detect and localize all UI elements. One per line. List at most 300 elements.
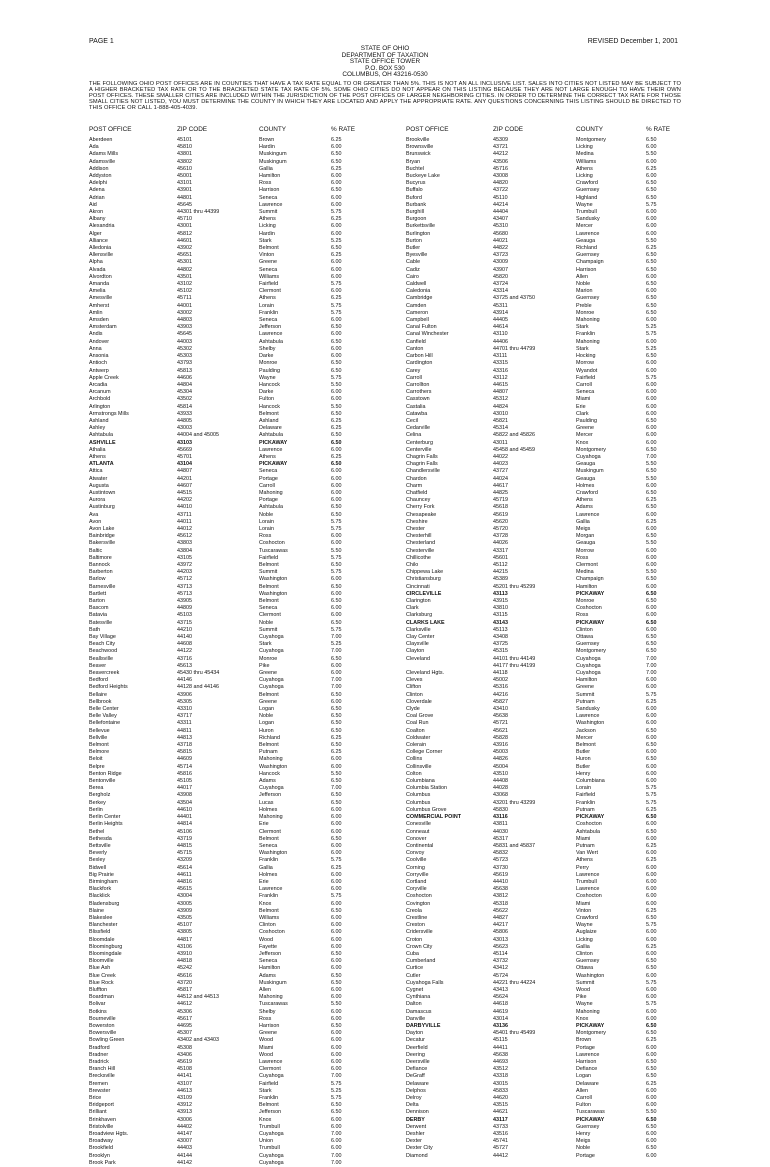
- rate-cell: 6.00: [331, 540, 342, 547]
- column-header-county: COUNTY: [576, 126, 603, 133]
- post-office-cell: Damascus: [406, 1008, 432, 1015]
- rate-cell: 6.50: [646, 309, 657, 316]
- rate-cell: 5.75: [646, 799, 657, 806]
- zip-code-cell: 45828: [493, 734, 508, 741]
- rate-cell: 6.50: [646, 641, 657, 648]
- post-office-cell: Celina: [406, 432, 422, 439]
- rate-cell: 6.00: [646, 1044, 657, 1051]
- county-cell: Franklin: [259, 893, 279, 900]
- zip-code-cell: 45619: [493, 511, 508, 518]
- post-office-cell: Butler: [406, 245, 421, 252]
- zip-code-cell: 45101: [177, 137, 192, 143]
- zip-code-cell: 43111: [493, 353, 508, 360]
- county-cell: Muskingum: [259, 158, 287, 165]
- zip-code-cell: 43001: [177, 223, 192, 230]
- rate-cell: 5.25: [331, 1087, 342, 1094]
- post-office-cell: Chesterland: [406, 540, 436, 547]
- post-office-cell: Andis: [89, 331, 103, 338]
- zip-code-cell: 44216: [493, 691, 508, 698]
- zip-code-cell: 45110: [493, 194, 508, 201]
- zip-code-cell: 43901: [177, 187, 192, 194]
- zip-code-cell: 44403: [177, 1145, 192, 1152]
- county-cell: Mahoning: [576, 338, 600, 345]
- rate-cell: 6.00: [331, 886, 342, 893]
- zip-code-cell: 44820: [493, 180, 508, 187]
- zip-code-cell: 45612: [177, 533, 192, 540]
- county-cell: Hamilton: [259, 965, 281, 972]
- zip-code-cell: 43711: [177, 511, 192, 518]
- rate-cell: 6.25: [646, 857, 657, 864]
- post-office-cell: Avon: [89, 518, 102, 525]
- zip-code-cell: 43804: [177, 547, 192, 554]
- county-cell: Holmes: [576, 482, 595, 489]
- post-office-cell: Bellville: [89, 734, 108, 741]
- zip-code-cell: 45458 and 45459: [493, 446, 535, 453]
- post-office-cell: Carbon Hill: [406, 353, 433, 360]
- zip-code-cell: 45624: [493, 994, 508, 1001]
- address-line: P.O. BOX 530: [365, 64, 405, 72]
- county-cell: Monroe: [576, 309, 595, 316]
- post-office-cell: Brunswick: [406, 151, 431, 158]
- post-office-cell: Chagrin Falls: [406, 453, 438, 460]
- rate-cell: 6.00: [646, 360, 657, 367]
- rate-cell: 7.00: [646, 662, 657, 669]
- post-office-cell: Berkey: [89, 799, 106, 806]
- rate-cell: 6.50: [646, 489, 657, 496]
- zip-code-cell: 44825: [493, 489, 508, 496]
- rate-cell: 6.00: [331, 497, 342, 504]
- county-cell: Erie: [576, 403, 586, 410]
- county-cell: Washington: [259, 763, 288, 770]
- county-cell: Hocking: [576, 353, 596, 360]
- county-cell: Cuyahoga: [259, 648, 284, 655]
- post-office-cell: Burbank: [406, 201, 427, 208]
- zip-code-cell: 44701 thru 44799: [493, 345, 536, 352]
- county-cell: Hancock: [259, 403, 280, 410]
- rate-cell: 5.50: [331, 547, 342, 554]
- zip-code-cell: 44620: [493, 1095, 508, 1102]
- rate-cell: 6.00: [646, 511, 657, 518]
- county-cell: Monroe: [259, 360, 278, 367]
- rate-cell: 6.00: [646, 396, 657, 403]
- post-office-cell: Dexter City: [406, 1145, 433, 1152]
- zip-code-cell: 45615: [177, 886, 192, 893]
- post-office-cell: Chauncey: [406, 497, 431, 504]
- rate-cell: 6.50: [646, 187, 657, 194]
- rate-cell: 6.00: [331, 482, 342, 489]
- rate-cell: 6.50: [646, 353, 657, 360]
- zip-code-cell: 43109: [177, 1095, 192, 1102]
- county-cell: Darke: [259, 389, 274, 396]
- county-cell: Athens: [576, 497, 593, 504]
- post-office-cell: Casstown: [406, 396, 430, 403]
- rate-cell: 6.25: [331, 749, 342, 756]
- post-office-cell: Burkettsville: [406, 223, 436, 230]
- rate-cell: 5.50: [646, 461, 657, 468]
- county-cell: Cuyahoga: [259, 1159, 284, 1166]
- post-office-cell: Bettsville: [89, 842, 111, 849]
- rate-cell: 7.00: [331, 1159, 342, 1166]
- county-cell: Brown: [259, 137, 275, 143]
- county-cell: Greene: [259, 1030, 277, 1037]
- post-office-cell: Columbiana: [406, 778, 435, 785]
- county-cell: Athens: [576, 165, 593, 172]
- post-office-cell: Bethesda: [89, 835, 112, 842]
- post-office-cell: Berlin Center: [89, 814, 121, 821]
- rate-cell: 6.00: [646, 158, 657, 165]
- zip-code-cell: 44141: [177, 1073, 192, 1080]
- rate-cell: 6.25: [331, 417, 342, 424]
- county-cell: Putnam: [259, 749, 278, 756]
- rate-cell: 6.50: [646, 417, 657, 424]
- zip-code-cell: 44613: [177, 1087, 192, 1094]
- zip-code-cell: 43811: [493, 821, 508, 828]
- rate-cell: 6.00: [331, 201, 342, 208]
- rate-cell: 6.00: [646, 713, 657, 720]
- zip-code-cell: 45102: [177, 288, 192, 295]
- zip-code-cell: 43805: [177, 929, 192, 936]
- county-cell: Medina: [576, 569, 594, 576]
- rate-cell: 6.00: [331, 1044, 342, 1051]
- zip-code-cell: 43732: [493, 958, 508, 965]
- rate-cell: 6.25: [331, 425, 342, 432]
- rate-cell: 6.00: [331, 223, 342, 230]
- zip-code-cell: 45115: [493, 1037, 508, 1044]
- rate-cell: 6.50: [646, 302, 657, 309]
- post-office-cell: Arcanum: [89, 389, 111, 396]
- post-office-cell: Coshocton: [406, 893, 432, 900]
- rate-cell: 6.00: [646, 439, 657, 446]
- zip-code-cell: 45304: [177, 389, 192, 396]
- county-cell: Paulding: [576, 417, 597, 424]
- county-cell: PICKAWAY: [576, 590, 605, 597]
- rate-cell: 6.50: [646, 634, 657, 641]
- county-cell: Crawford: [576, 489, 598, 496]
- county-cell: Summit: [576, 691, 595, 698]
- rate-cell: 6.25: [331, 453, 342, 460]
- zip-code-cell: 44221 thru 44224: [493, 979, 536, 986]
- post-office-cell: Columbus Grove: [406, 806, 447, 813]
- rate-cell: 6.00: [646, 821, 657, 828]
- rate-cell: 6.00: [646, 432, 657, 439]
- county-cell: Hamilton: [576, 677, 598, 684]
- rate-cell: 6.25: [331, 295, 342, 302]
- rate-cell: 5.50: [646, 1109, 657, 1116]
- rate-cell: 6.00: [331, 288, 342, 295]
- county-cell: Cuyahoga: [576, 453, 601, 460]
- county-cell: Harrison: [576, 266, 597, 273]
- post-office-cell: Beavercreek: [89, 670, 120, 677]
- rate-cell: 6.25: [646, 245, 657, 252]
- rate-cell: 6.00: [646, 1008, 657, 1015]
- county-cell: Licking: [259, 223, 276, 230]
- rate-cell: 6.50: [646, 1022, 657, 1029]
- post-office-cell: Brookville: [406, 137, 430, 143]
- post-office-cell: Delaware: [406, 1080, 429, 1087]
- post-office-cell: Chillicothe: [406, 554, 431, 561]
- county-cell: Belmont: [259, 561, 279, 568]
- rate-cell: 6.50: [646, 1066, 657, 1073]
- rate-cell: 6.00: [331, 446, 342, 453]
- county-cell: Tuscarawas: [576, 1109, 605, 1116]
- county-cell: Belmont: [259, 1102, 279, 1109]
- county-cell: Hamilton: [576, 583, 598, 590]
- post-office-cell: Clayton: [406, 648, 425, 655]
- zip-code-cell: 43143: [493, 619, 508, 626]
- county-cell: Butler: [576, 749, 591, 756]
- zip-code-cell: 43725: [493, 641, 508, 648]
- county-cell: Miami: [576, 900, 591, 907]
- post-office-cell: Bexley: [89, 857, 106, 864]
- county-cell: Geauga: [576, 461, 596, 468]
- county-cell: Seneca: [259, 958, 278, 965]
- post-office-cell: Brilliant: [89, 1109, 107, 1116]
- post-office-cell: COMMERCIAL POINT: [406, 814, 462, 821]
- county-cell: Allen: [576, 273, 588, 280]
- county-cell: Holmes: [259, 806, 278, 813]
- post-office-cell: Attica: [89, 468, 103, 475]
- post-office-cell: Apple Creek: [89, 374, 119, 381]
- county-cell: Ottawa: [576, 634, 594, 641]
- zip-code-cell: 44140: [177, 634, 192, 641]
- zip-code-cell: 43902: [177, 245, 192, 252]
- post-office-cell: Cherry Fork: [406, 504, 435, 511]
- post-office-cell: Carrollton: [406, 381, 430, 388]
- post-office-cell: Bradrick: [89, 1059, 109, 1065]
- post-office-cell: Athens: [89, 453, 106, 460]
- zip-code-cell: 45619: [493, 871, 508, 878]
- county-cell: Licking: [576, 173, 593, 180]
- post-office-cell: Baltic: [89, 547, 103, 554]
- zip-code-cell: 45714: [177, 763, 192, 770]
- zip-code-cell: 45601: [493, 554, 508, 561]
- county-cell: Cuyahoga: [259, 1152, 284, 1159]
- rate-cell: 6.50: [331, 706, 342, 713]
- county-cell: Seneca: [259, 605, 278, 612]
- post-office-cell: Bellaire: [89, 691, 107, 698]
- county-cell: Franklin: [576, 799, 596, 806]
- post-office-cell: Broadway: [89, 1138, 113, 1145]
- column-header-post-office: POST OFFICE: [89, 126, 132, 133]
- rate-cell: 7.00: [646, 453, 657, 460]
- county-cell: Holmes: [259, 871, 278, 878]
- rate-cell: 5.25: [331, 237, 342, 244]
- post-office-cell: Clay Center: [406, 634, 435, 641]
- zip-code-cell: 43506: [493, 158, 508, 165]
- zip-code-cell: 45645: [177, 331, 192, 338]
- county-cell: Putnam: [576, 806, 595, 813]
- county-cell: Trumbull: [259, 1145, 280, 1152]
- rate-cell: 6.50: [646, 180, 657, 187]
- county-cell: Wayne: [576, 922, 593, 929]
- zip-code-cell: 44615: [493, 381, 508, 388]
- county-cell: Lawrence: [576, 230, 600, 237]
- post-office-cell: Bartlett: [89, 590, 107, 597]
- rate-cell: 6.00: [331, 533, 342, 540]
- zip-code-cell: 44601: [177, 237, 192, 244]
- rate-cell: 6.50: [646, 281, 657, 288]
- post-office-cell: Akron: [89, 209, 104, 216]
- post-office-cell: Amlin: [89, 309, 103, 316]
- rate-cell: 6.50: [331, 461, 342, 468]
- zip-code-cell: 43914: [493, 309, 508, 316]
- post-office-cell: Beachwood: [89, 648, 118, 655]
- left-post-office-column: [89, 137, 129, 1167]
- county-cell: Wood: [576, 986, 590, 993]
- zip-code-cell: 44809: [177, 605, 192, 612]
- post-office-cell: Coryville: [406, 886, 427, 893]
- county-cell: Fairfield: [576, 374, 596, 381]
- rate-cell: 6.00: [331, 763, 342, 770]
- post-office-cell: Brownsville: [406, 144, 434, 151]
- rate-cell: 6.50: [331, 1109, 342, 1116]
- zip-code-cell: 43005: [177, 900, 192, 907]
- zip-code-cell: 43408: [493, 634, 508, 641]
- post-office-cell: Delta: [406, 1102, 419, 1109]
- zip-code-cell: 44128 and 44146: [177, 684, 219, 691]
- county-cell: Noble: [576, 281, 591, 288]
- rate-cell: 6.00: [331, 922, 342, 929]
- zip-code-cell: 45812: [177, 230, 192, 237]
- post-office-cell: Clark: [406, 605, 419, 612]
- rate-cell: 6.00: [646, 482, 657, 489]
- post-office-cell: Beaver: [89, 662, 107, 669]
- county-cell: Huron: [576, 756, 591, 763]
- zip-code-cell: 43011: [493, 439, 508, 446]
- zip-code-cell: 44817: [177, 936, 192, 943]
- rate-cell: 5.75: [331, 302, 342, 309]
- zip-code-cell: 44408: [493, 778, 508, 785]
- post-office-cell: Cumberland: [406, 958, 436, 965]
- post-office-cell: Belmont: [89, 742, 109, 749]
- rate-cell: 6.00: [331, 194, 342, 201]
- post-office-cell: Broadview Hgts.: [89, 1131, 129, 1138]
- rate-cell: 6.00: [646, 1095, 657, 1102]
- county-cell: Delaware: [576, 1080, 599, 1087]
- post-office-cell: Addison: [89, 165, 109, 172]
- zip-code-cell: 43314: [493, 288, 508, 295]
- post-office-cell: Bannock: [89, 561, 110, 568]
- post-office-cell: Adelphi: [89, 180, 107, 187]
- zip-code-cell: 43972: [177, 561, 192, 568]
- zip-code-cell: 44410: [493, 878, 508, 885]
- zip-code-cell: 45105: [177, 778, 192, 785]
- zip-code-cell: 44824: [493, 403, 508, 410]
- post-office-cell: Blanchester: [89, 922, 118, 929]
- post-office-cell: Columbus: [406, 792, 431, 799]
- rate-cell: 6.25: [331, 165, 342, 172]
- zip-code-cell: 43906: [177, 691, 192, 698]
- post-office-cell: Conover: [406, 835, 427, 842]
- zip-code-cell: 43106: [177, 943, 192, 950]
- zip-code-cell: 45001: [177, 173, 192, 180]
- zip-code-cell: 43730: [493, 864, 508, 871]
- post-office-cell: Chesterhill: [406, 533, 432, 540]
- post-office-cell: Canal Fulton: [406, 324, 437, 331]
- zip-code-cell: 43724: [493, 281, 508, 288]
- rate-cell: 6.00: [646, 381, 657, 388]
- county-cell: Gallia: [259, 165, 273, 172]
- post-office-cell: Dalton: [406, 1001, 422, 1008]
- county-cell: Lawrence: [259, 446, 283, 453]
- post-office-cell: Aid: [89, 201, 97, 208]
- zip-code-cell: 44012: [177, 525, 192, 532]
- county-cell: Adams: [576, 504, 593, 511]
- rate-cell: 6.00: [646, 1138, 657, 1145]
- rate-cell: 6.50: [646, 252, 657, 259]
- zip-code-cell: 44610: [177, 806, 192, 813]
- zip-code-cell: 45303: [177, 353, 192, 360]
- post-office-cell: Chilo: [406, 561, 419, 568]
- county-cell: Perry: [576, 864, 589, 871]
- post-office-cell: Bloomville: [89, 958, 114, 965]
- post-office-cell: Cheshire: [406, 518, 428, 525]
- rate-cell: 6.00: [646, 389, 657, 396]
- rate-cell: 6.00: [646, 835, 657, 842]
- rate-cell: 6.00: [331, 828, 342, 835]
- post-office-cell: Brecksville: [89, 1073, 115, 1080]
- rate-cell: 5.50: [646, 151, 657, 158]
- county-cell: Belmont: [259, 410, 279, 417]
- post-office-cell: Cincinnati: [406, 583, 430, 590]
- county-cell: Clermont: [576, 561, 598, 568]
- rate-cell: 6.50: [646, 1059, 657, 1065]
- post-office-cell: Atwater: [89, 475, 108, 482]
- zip-code-cell: 43014: [493, 1015, 508, 1022]
- post-office-cell: Adena: [89, 187, 105, 194]
- zip-code-cell: 44406: [493, 338, 508, 345]
- county-cell: Paulding: [259, 367, 280, 374]
- rate-cell: 6.00: [646, 886, 657, 893]
- zip-code-cell: 43407: [493, 216, 508, 223]
- post-office-cell: Blacklick: [89, 893, 110, 900]
- post-office-cell: Chesapeake: [406, 511, 437, 518]
- zip-code-cell: 45832: [493, 850, 508, 857]
- post-office-cell: Collinsville: [406, 763, 432, 770]
- county-cell: Muskingum: [576, 468, 604, 475]
- rate-cell: 6.00: [331, 965, 342, 972]
- rate-cell: 6.00: [646, 583, 657, 590]
- county-cell: Putnam: [576, 698, 595, 705]
- zip-code-cell: 45719: [493, 497, 508, 504]
- county-cell: Jefferson: [259, 1109, 282, 1116]
- rate-cell: 6.00: [331, 698, 342, 705]
- zip-code-cell: 44021: [493, 237, 508, 244]
- zip-code-cell: 44017: [177, 785, 192, 792]
- zip-code-cell: 44805: [177, 417, 192, 424]
- rate-cell: 6.00: [646, 986, 657, 993]
- zip-code-cell: 44412: [493, 1152, 508, 1159]
- rate-cell: 6.50: [331, 324, 342, 331]
- rate-cell: 6.50: [646, 1073, 657, 1080]
- zip-code-cell: 43720: [177, 979, 192, 986]
- post-office-cell: Convoy: [406, 850, 425, 857]
- county-cell: Clinton: [576, 626, 593, 633]
- zip-code-cell: 44802: [177, 266, 192, 273]
- post-office-cell: Buford: [406, 194, 422, 201]
- post-office-cell: Beallsville: [89, 655, 113, 662]
- zip-code-cell: 43104: [177, 461, 192, 468]
- zip-code-cell: 44515: [177, 489, 192, 496]
- zip-code-cell: 43008: [493, 173, 508, 180]
- zip-code-cell: 44607: [177, 482, 192, 489]
- zip-code-cell: 43003: [177, 425, 192, 432]
- rate-cell: 6.00: [331, 958, 342, 965]
- rate-cell: 5.75: [646, 979, 657, 986]
- county-cell: Guernsey: [576, 958, 600, 965]
- post-office-cell: Coal Run: [406, 720, 429, 727]
- rate-cell: 6.00: [331, 468, 342, 475]
